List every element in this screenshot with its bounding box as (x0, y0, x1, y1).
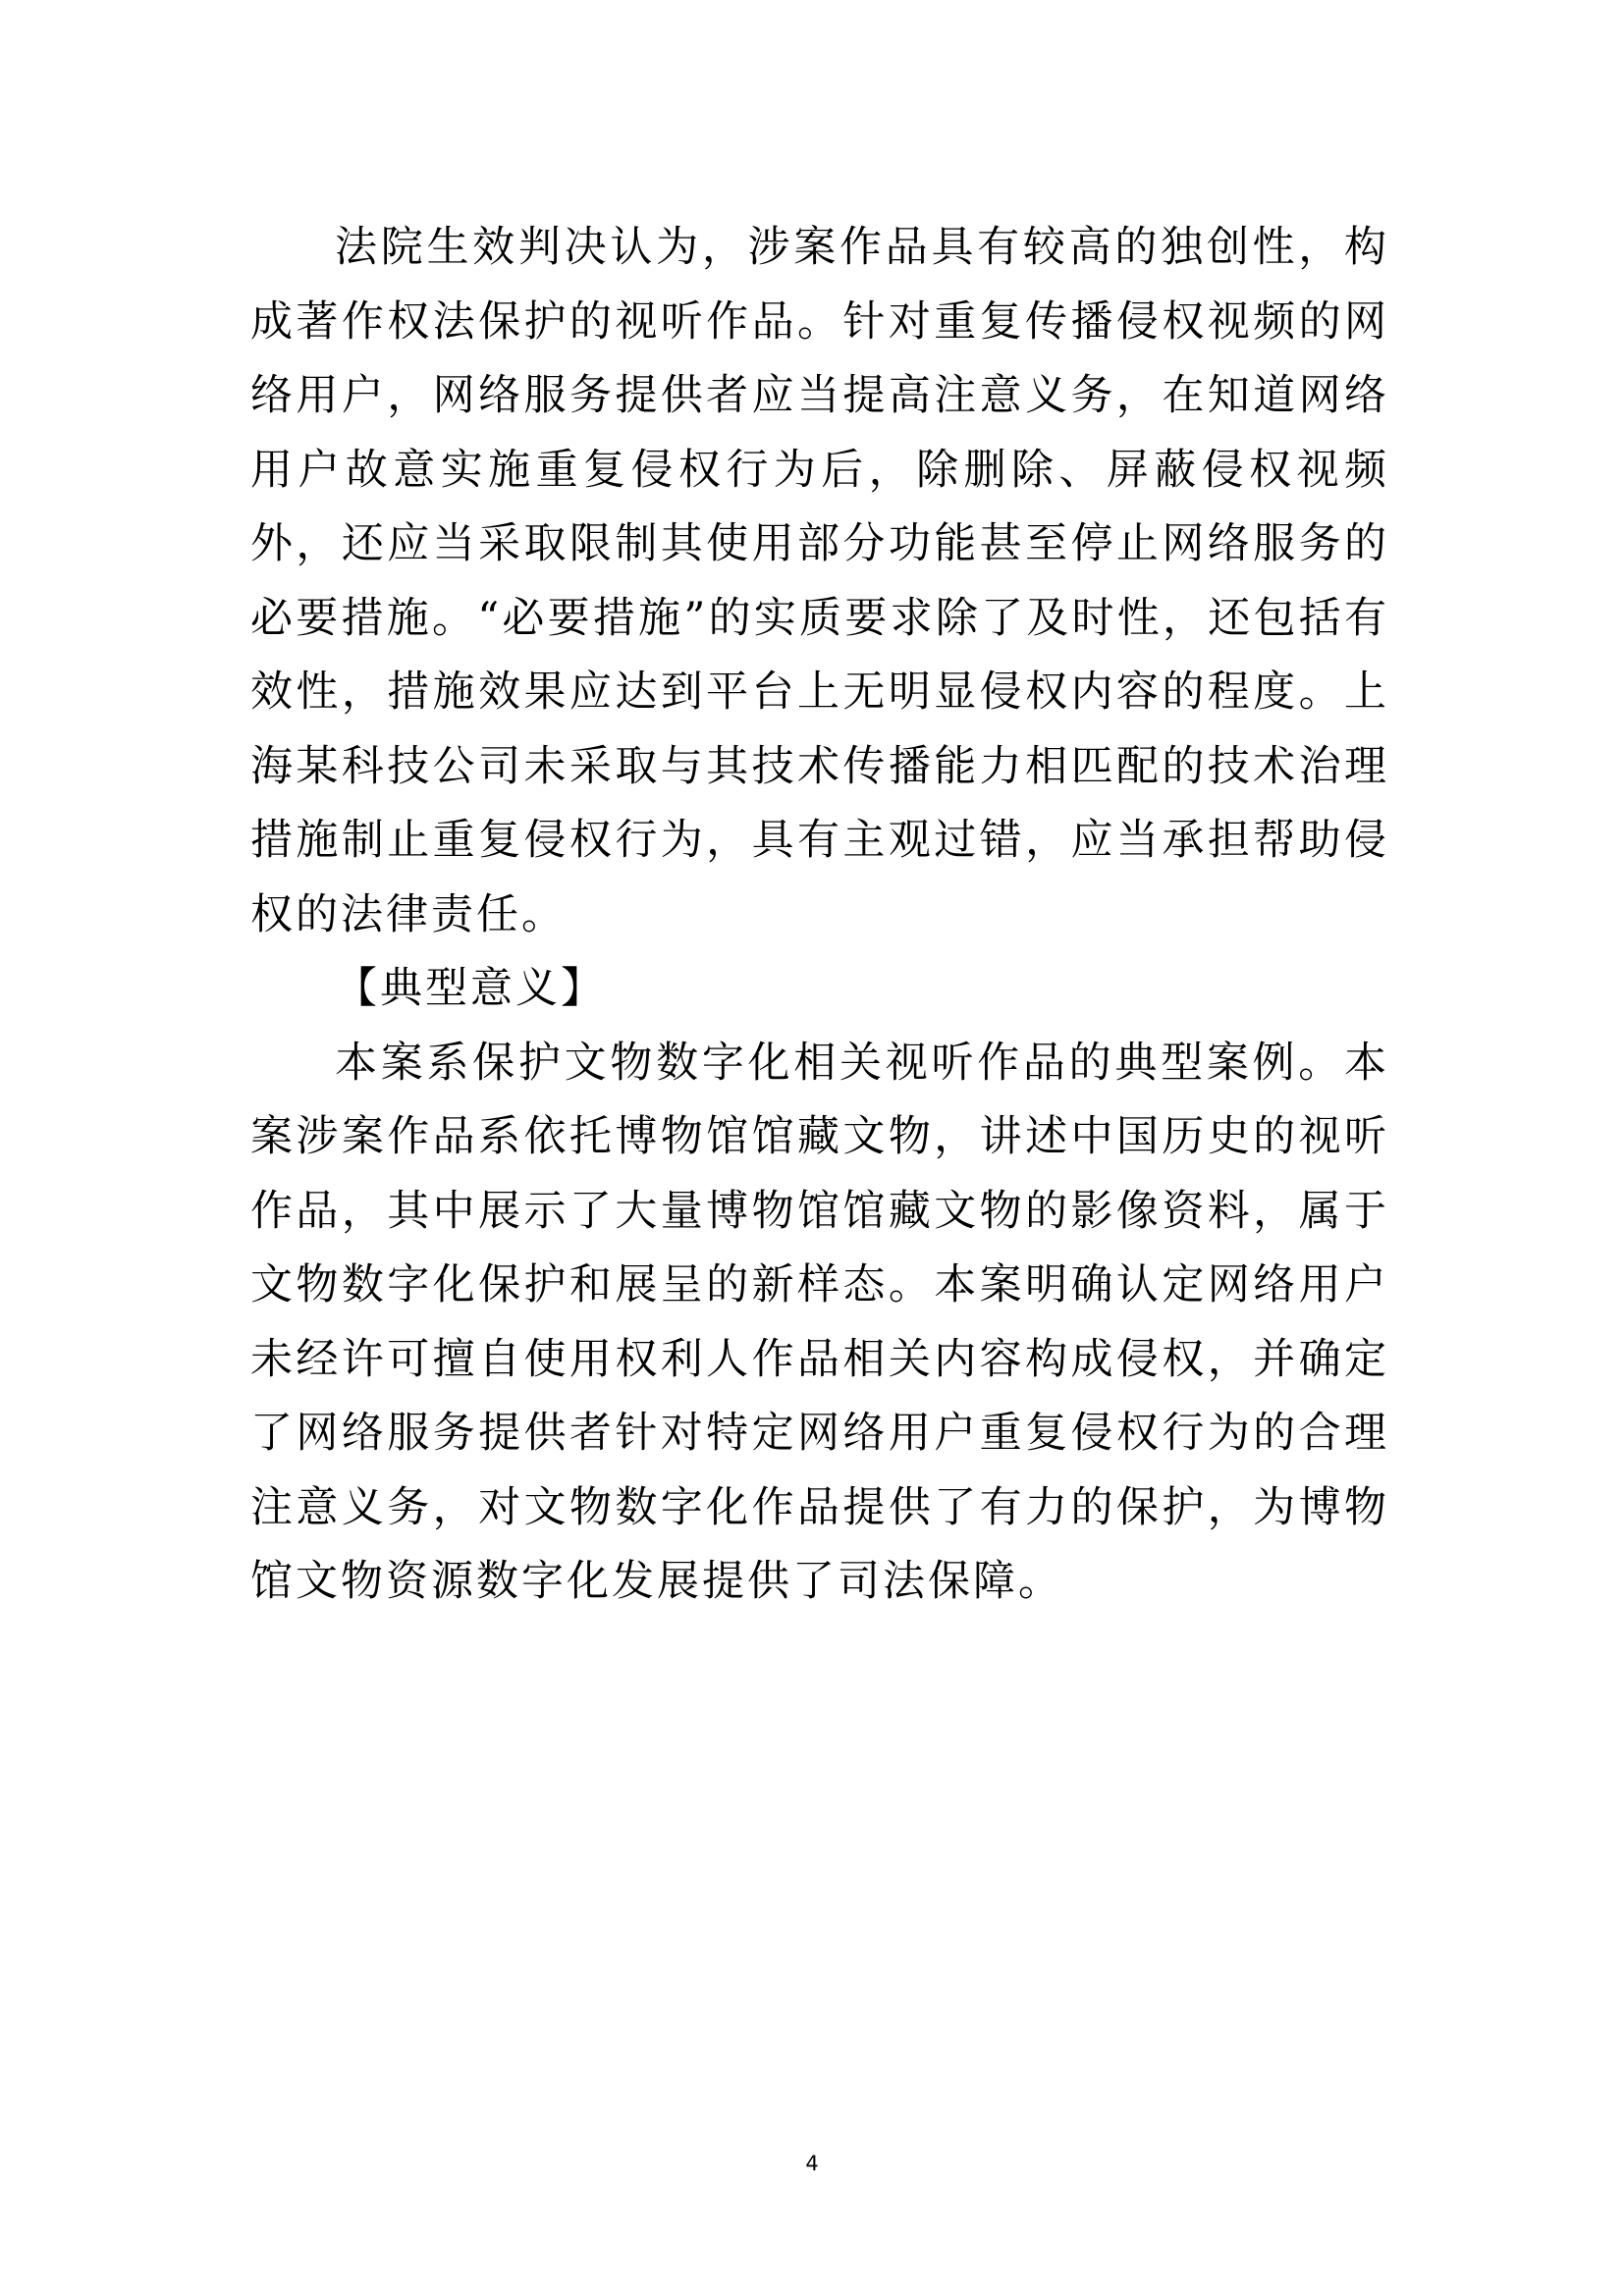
document-body (250, 211, 1389, 1620)
page-number: 4 (805, 2152, 819, 2175)
section-heading-typical-significance: 【典型意义】 (335, 964, 606, 1013)
paragraph-court-ruling: 法院生效判决认为，涉案作品具有较高的独创性，构成著作权法保护的视听作品。针对重复传播侵权视频的网络用户，网络服务提供者应当提高注意义务，在知道网络用户故意实施重复侵权行为后，除删除、屏蔽侵权视频外，还应当采取限制其使用部分功能甚至停止网络服务的必要措施。“必要措施”的实质要求除了及时性，还包括有效性，措施效果应达到平台上无明显侵权内容的程度。上海某科技公司未采取与其技术传播能力相匹配的技术治理措施制止重复侵权行为，具有主观过错，应当承担帮助侵权的法律责任。 (250, 223, 1389, 939)
paragraph-typical-significance: 本案系保护文物数字化相关视听作品的典型案例。本案涉案作品系依托博物馆馆藏文物，讲述中国历史的视听作品，其中展示了大量博物馆馆藏文物的影像资料，属于文物数字化保护和展呈的新样态。本案明确认定网络用户未经许可擅自使用权利人作品相关内容构成侵权，并确定了网络服务提供者针对特定网络用户重复侵权行为的合理注意义务，对文物数字化作品提供了有力的保护，为博物馆文物资源数字化发展提供了司法保障。 (250, 1038, 1389, 1606)
